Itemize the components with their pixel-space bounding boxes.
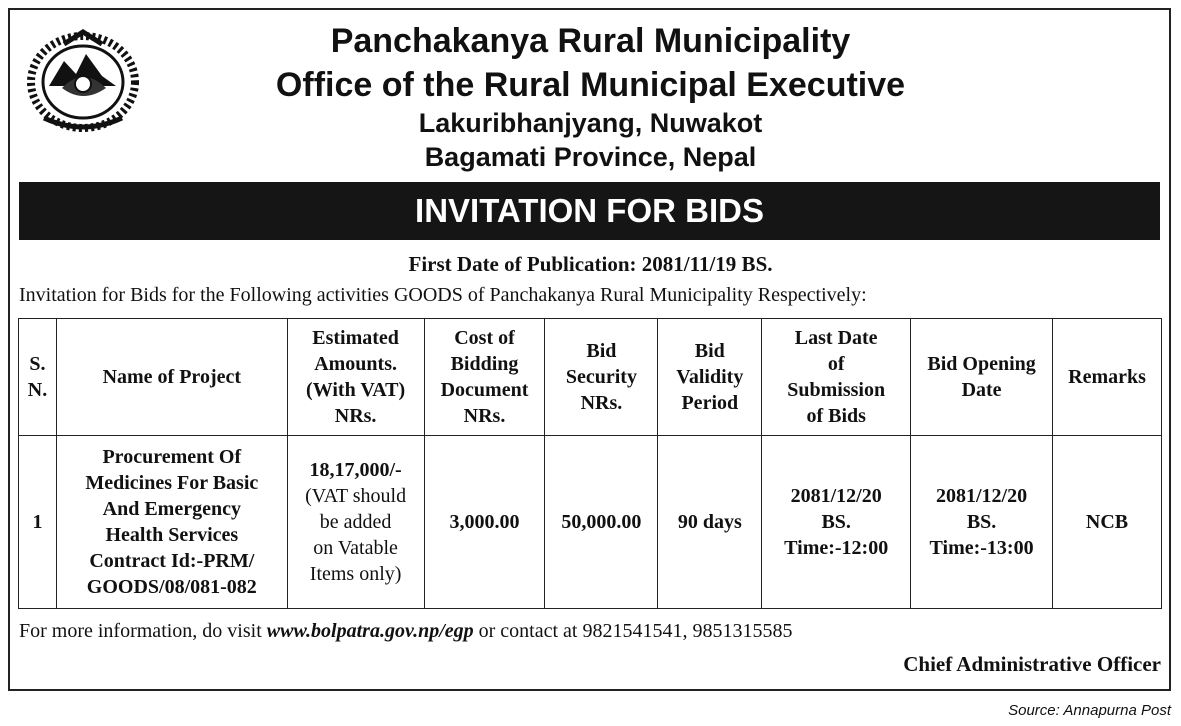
header-project: Name of Project	[56, 319, 287, 436]
header-estimated-amount: Estimated Amounts. (With VAT) NRs.	[287, 319, 424, 436]
intro-text: Invitation for Bids for the Following activities GOODS of Panchakanya Rural Municipality Respectively:	[19, 284, 867, 306]
header-last-date: Last Date of Submission of Bids	[762, 319, 911, 436]
header-remarks: Remarks	[1053, 319, 1162, 436]
table-header-row	[19, 319, 1162, 436]
cell-estimated-amount: 18,17,000/- (VAT should be added on Vatable Items only)	[287, 436, 424, 609]
office-province: Bagamati Province, Nepal	[424, 142, 757, 172]
header-bid-security: Bid Security NRs.	[545, 319, 658, 436]
cell-opening-date: 2081/12/20 BS. Time:-13:00	[911, 436, 1053, 609]
signatory: Chief Administrative Officer	[903, 652, 1161, 676]
header-bid-validity: Bid Validity Period	[658, 319, 762, 436]
municipality-name: Panchakanya Rural Municipality	[330, 22, 851, 60]
cell-sn: 1	[19, 436, 57, 609]
header-document-cost: Cost of Bidding Document NRs.	[424, 319, 545, 436]
contact-prefix: For more information, do visit	[19, 620, 262, 642]
bids-table	[18, 318, 1162, 609]
source-credit: Source: Annapurna Post	[1008, 702, 1171, 719]
notice-title-banner: INVITATION FOR BIDS	[19, 182, 1160, 240]
publication-date: First Date of Publication: 2081/11/19 BS.	[408, 252, 773, 276]
cell-last-date: 2081/12/20 BS. Time:-12:00	[762, 436, 911, 609]
cell-bid-security: 50,000.00	[545, 436, 658, 609]
header-sn: S. N.	[19, 319, 57, 436]
bolpatra-link[interactable]: www.bolpatra.gov.np/egp	[266, 620, 474, 642]
cell-project: Procurement Of Medicines For Basic And Emergency Health Services Contract Id:-PRM/ GOODS/08/081-082	[56, 436, 287, 609]
office-name: Office of the Rural Municipal Executive	[275, 66, 906, 104]
cell-bid-validity: 90 days	[658, 436, 762, 609]
office-location: Lakuribhanjyang, Nuwakot	[418, 108, 763, 138]
table-row	[19, 436, 1162, 609]
cell-document-cost: 3,000.00	[424, 436, 545, 609]
header-opening-date: Bid Opening Date	[911, 319, 1053, 436]
contact-info	[19, 620, 792, 643]
cell-remarks: NCB	[1053, 436, 1162, 609]
contact-numbers: or contact at 9821541541, 9851315585	[478, 620, 793, 642]
